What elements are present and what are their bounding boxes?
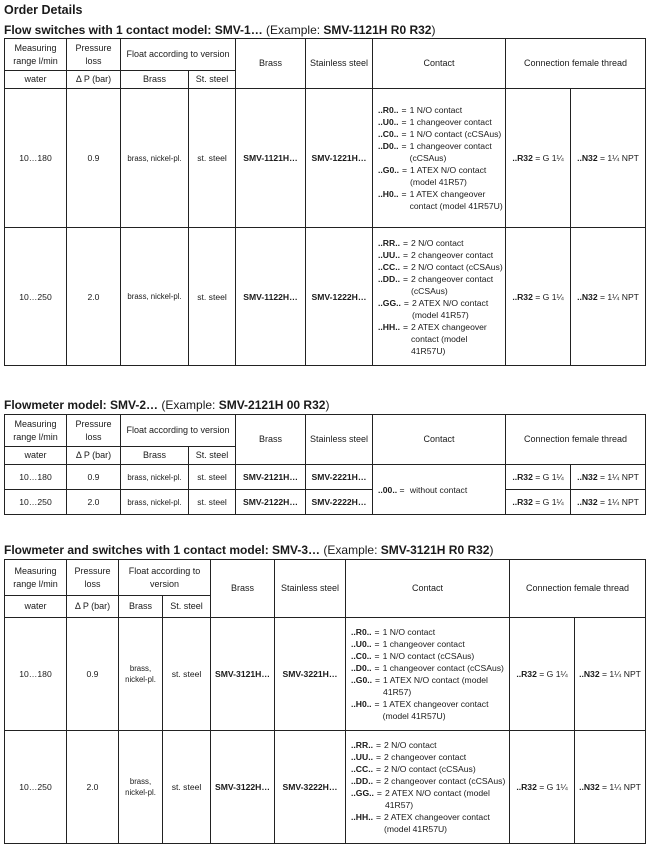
contact-eq: = xyxy=(374,627,380,637)
contact-code: ..U0.. xyxy=(351,639,372,649)
table-title-example-suffix: ) xyxy=(489,543,494,557)
float-steel-cell: st. steel xyxy=(189,228,236,366)
page-title: Order Details xyxy=(4,3,83,17)
contact-desc: 1 ATEX changeover contact (model 41R57U) xyxy=(382,699,489,721)
conn-n-value: = 1¼ NPT xyxy=(597,472,639,482)
header-float-steel: St. steel xyxy=(163,596,211,618)
contact-eq: = xyxy=(402,237,408,248)
contact-option xyxy=(378,140,503,164)
contact-desc: 2 ATEX changeover contact (model 41R57U) xyxy=(411,321,487,356)
conn-r-code: ..R32 xyxy=(512,472,533,482)
contact-option xyxy=(378,249,503,261)
contact-eq: = xyxy=(401,129,407,139)
table-title-example-code: SMV-2121H 00 R32 xyxy=(218,398,326,412)
brass-model-cell: SMV-1121H… xyxy=(236,89,306,228)
contact-option xyxy=(351,751,507,763)
contact-eq: = xyxy=(374,651,380,661)
range-cell: 10…250 xyxy=(5,731,67,844)
contact-desc: 1 N/O contact xyxy=(409,105,463,115)
stainless-model-cell: SMV-1222H… xyxy=(306,228,373,366)
conn-r-value: = G 1¼ xyxy=(536,669,568,679)
header-pressure-sub: Δ P (bar) xyxy=(67,71,121,89)
header-connection: Connection female thread xyxy=(506,415,646,465)
contact-desc: 2 changeover contact xyxy=(384,752,467,762)
contact-option xyxy=(378,104,503,116)
header-pressure: Pressure loss xyxy=(67,415,121,447)
contact-desc: 2 changeover contact xyxy=(411,249,494,260)
loss-cell: 0.9 xyxy=(67,465,121,490)
contact-desc: 1 N/O contact (cCSAus) xyxy=(382,651,475,661)
contact-option xyxy=(351,698,507,722)
table-row xyxy=(5,490,646,515)
conn-n-value: = 1¼ NPT xyxy=(597,291,639,302)
contact-option xyxy=(378,188,503,212)
contact-desc: 2 ATEX N/O contact (model 41R57) xyxy=(384,788,490,810)
stainless-model-cell: SMV-3222H… xyxy=(275,731,346,844)
contact-code: ..G0.. xyxy=(378,165,400,175)
header-brass: Brass xyxy=(236,415,306,465)
conn-r-code: ..R32 xyxy=(516,782,537,792)
header-pressure: Pressure loss xyxy=(67,560,119,596)
contact-code: ..C0.. xyxy=(378,129,399,139)
contact-eq: = xyxy=(375,812,381,822)
table-title-example-code: SMV-1121H R0 R32 xyxy=(323,23,432,37)
header-float: Float according to version xyxy=(119,560,211,596)
contact-option xyxy=(351,638,507,650)
contact-option xyxy=(378,164,503,188)
stainless-model-cell: SMV-2221H… xyxy=(306,465,373,490)
contact-cell xyxy=(346,731,510,844)
stainless-model-cell: SMV-1221H… xyxy=(306,89,373,228)
brass-model-cell: SMV-2122H… xyxy=(236,490,306,515)
contact-code: ..GG.. xyxy=(351,788,374,798)
contact-option xyxy=(351,650,507,662)
contact-code: ..R0.. xyxy=(351,627,372,637)
contact-option xyxy=(351,674,507,698)
contact-code: ..H0.. xyxy=(351,699,372,709)
contact-list xyxy=(375,237,503,357)
contact-desc: 2 ATEX N/O contact (model 41R57) xyxy=(411,297,489,320)
float-steel-cell: st. steel xyxy=(189,465,236,490)
conn-n-code: ..N32 xyxy=(577,472,598,482)
contact-code: ..H0.. xyxy=(378,189,399,199)
contact-code: ..UU.. xyxy=(351,752,373,762)
contact-eq: = xyxy=(401,117,407,127)
conn-n-cell xyxy=(571,228,646,366)
contact-code: ..RR.. xyxy=(351,740,373,750)
header-connection: Connection female thread xyxy=(506,39,646,89)
range-cell: 10…250 xyxy=(5,228,67,366)
conn-r-code: ..R32 xyxy=(512,497,533,507)
contact-desc: 2 N/O contact (cCSAus) xyxy=(411,261,503,272)
contact-option xyxy=(351,662,507,674)
contact-option xyxy=(378,261,503,273)
float-steel-cell: st. steel xyxy=(163,618,211,731)
conn-r-value: = G 1¼ xyxy=(532,291,564,302)
contact-eq: = xyxy=(401,105,407,115)
header-float: Float according to version xyxy=(121,39,236,71)
contact-desc: 1 changeover contact xyxy=(382,639,465,649)
contact-desc: 2 changeover contact (cCSAus) xyxy=(411,273,494,296)
contact-desc: without contact xyxy=(409,484,468,495)
header-pressure: Pressure loss xyxy=(67,39,121,71)
header-float-steel: St. steel xyxy=(189,71,236,89)
contact-eq: = xyxy=(402,261,408,272)
conn-r-cell xyxy=(510,618,575,731)
table-title-example-code: SMV-3121H R0 R32 xyxy=(380,543,490,557)
table-title-smv3 xyxy=(4,543,493,557)
header-stainless: Stainless steel xyxy=(306,415,373,465)
contact-option xyxy=(351,775,507,787)
range-cell: 10…250 xyxy=(5,490,67,515)
contact-code: ..HH.. xyxy=(378,321,400,332)
contact-code: ..CC.. xyxy=(351,764,373,774)
contact-list xyxy=(348,739,507,835)
conn-r-code: ..R32 xyxy=(512,153,533,163)
conn-r-cell xyxy=(506,490,571,515)
header-pressure-sub: Δ P (bar) xyxy=(67,447,121,465)
contact-eq: = xyxy=(402,249,408,260)
conn-n-value: = 1¼ NPT xyxy=(597,497,639,507)
contact-code: ..00.. xyxy=(378,484,398,495)
table-row xyxy=(5,731,646,844)
contact-code: ..D0.. xyxy=(351,663,372,673)
brass-model-cell: SMV-3122H… xyxy=(211,731,275,844)
contact-eq: = xyxy=(376,788,382,798)
contact-code: ..UU.. xyxy=(378,249,400,260)
conn-n-code: ..N32 xyxy=(577,291,598,302)
conn-n-value: = 1¼ NPT xyxy=(599,669,641,679)
float-brass-cell: brass, nickel-pl. xyxy=(121,490,189,515)
float-brass-cell: brass, nickel-pl. xyxy=(119,618,163,731)
range-cell: 10…180 xyxy=(5,618,67,731)
contact-eq: = xyxy=(399,484,405,495)
contact-option xyxy=(351,811,507,835)
conn-n-code: ..N32 xyxy=(577,497,598,507)
header-float-brass: Brass xyxy=(121,71,189,89)
conn-n-code: ..N32 xyxy=(579,782,600,792)
header-float-steel: St. steel xyxy=(189,447,236,465)
loss-cell: 2.0 xyxy=(67,490,121,515)
contact-desc: 1 N/O contact xyxy=(382,627,436,637)
header-float-brass: Brass xyxy=(119,596,163,618)
order-table-smv2 xyxy=(4,414,646,515)
header-float: Float according to version xyxy=(121,415,236,447)
header-measuring-sub: water xyxy=(5,596,67,618)
contact-cell xyxy=(373,89,506,228)
contact-eq: = xyxy=(402,321,408,332)
loss-cell: 2.0 xyxy=(67,731,119,844)
loss-cell: 0.9 xyxy=(67,618,119,731)
header-measuring: Measuring range l/min xyxy=(5,39,67,71)
table-title-example-suffix: ) xyxy=(325,398,330,412)
range-cell: 10…180 xyxy=(5,89,67,228)
conn-r-cell xyxy=(506,465,571,490)
float-brass-cell: brass, nickel-pl. xyxy=(121,89,189,228)
contact-eq: = xyxy=(401,189,407,199)
contact-eq: = xyxy=(375,752,381,762)
contact-desc: 1 ATEX changeover contact (model 41R57U) xyxy=(409,189,503,211)
table-row xyxy=(5,228,646,366)
contact-code: ..U0.. xyxy=(378,117,399,127)
contact-desc: 1 changeover contact xyxy=(409,117,492,127)
header-connection: Connection female thread xyxy=(510,560,646,618)
brass-model-cell: SMV-2121H… xyxy=(236,465,306,490)
contact-cell xyxy=(373,228,506,366)
header-measuring: Measuring range l/min xyxy=(5,415,67,447)
header-measuring-sub: water xyxy=(5,71,67,89)
range-cell: 10…180 xyxy=(5,465,67,490)
header-pressure-sub: Δ P (bar) xyxy=(67,596,119,618)
contact-desc: 2 N/O contact xyxy=(384,740,437,750)
table-title-bold: Flowmeter model: SMV-2… xyxy=(4,398,159,412)
contact-cell xyxy=(346,618,510,731)
contact-eq: = xyxy=(374,663,380,673)
header-stainless: Stainless steel xyxy=(275,560,346,618)
conn-r-cell xyxy=(506,89,571,228)
table-row xyxy=(5,618,646,731)
contact-code: ..CC.. xyxy=(378,261,400,272)
conn-r-value: = G 1¼ xyxy=(532,472,564,482)
contact-option xyxy=(351,787,507,811)
conn-r-value: = G 1¼ xyxy=(536,782,568,792)
contact-code: ..D0.. xyxy=(378,141,399,151)
loss-cell: 2.0 xyxy=(67,228,121,366)
conn-n-cell xyxy=(575,731,646,844)
contact-eq: = xyxy=(375,675,381,685)
contact-list xyxy=(348,626,507,722)
float-steel-cell: st. steel xyxy=(163,731,211,844)
conn-n-value: = 1¼ NPT xyxy=(599,782,641,792)
contact-code: ..GG.. xyxy=(378,297,401,308)
table-title-example-suffix: ) xyxy=(431,23,436,37)
conn-r-code: ..R32 xyxy=(516,669,537,679)
conn-n-value: = 1¼ NPT xyxy=(597,153,639,163)
contact-list xyxy=(375,104,503,212)
order-table-smv3 xyxy=(4,559,646,844)
header-measuring-sub: water xyxy=(5,447,67,465)
contact-desc: 1 N/O contact (cCSAus) xyxy=(409,129,502,139)
conn-r-cell xyxy=(510,731,575,844)
contact-code: ..RR.. xyxy=(378,237,400,248)
stainless-model-cell: SMV-3221H… xyxy=(275,618,346,731)
contact-desc: 2 N/O contact xyxy=(411,237,464,248)
table-title-bold: Flow switches with 1 contact model: SMV-1… xyxy=(4,23,263,37)
contact-option xyxy=(378,273,503,297)
table-title-example-prefix: (Example: xyxy=(320,543,381,557)
contact-option xyxy=(378,321,503,357)
header-float-brass: Brass xyxy=(121,447,189,465)
conn-n-code: ..N32 xyxy=(577,153,598,163)
header-measuring: Measuring range l/min xyxy=(5,560,67,596)
header-brass: Brass xyxy=(211,560,275,618)
table-row xyxy=(5,89,646,228)
table-title-smv1 xyxy=(4,23,435,37)
contact-desc: 2 ATEX changeover contact (model 41R57U) xyxy=(384,812,490,834)
float-brass-cell: brass, nickel-pl. xyxy=(119,731,163,844)
brass-model-cell: SMV-3121H… xyxy=(211,618,275,731)
contact-eq: = xyxy=(374,639,380,649)
contact-eq: = xyxy=(374,699,380,709)
contact-option xyxy=(351,763,507,775)
header-contact: Contact xyxy=(373,415,506,465)
contact-eq: = xyxy=(402,273,408,284)
contact-eq: = xyxy=(375,740,381,750)
float-steel-cell: st. steel xyxy=(189,490,236,515)
conn-r-cell xyxy=(506,228,571,366)
loss-cell: 0.9 xyxy=(67,89,121,228)
order-table-smv1 xyxy=(4,38,646,366)
contact-option xyxy=(351,739,507,751)
contact-option xyxy=(351,626,507,638)
contact-option xyxy=(378,237,503,249)
float-brass-cell: brass, nickel-pl. xyxy=(121,228,189,366)
contact-code: ..HH.. xyxy=(351,812,373,822)
contact-desc: 1 ATEX N/O contact (model 41R57) xyxy=(410,165,487,187)
stainless-model-cell: SMV-2222H… xyxy=(306,490,373,515)
table-title-example-prefix: (Example: xyxy=(158,398,219,412)
contact-eq: = xyxy=(403,297,409,308)
contact-eq: = xyxy=(402,165,408,175)
contact-desc: 2 changeover contact (cCSAus) xyxy=(384,776,506,786)
contact-code: ..R0.. xyxy=(378,105,399,115)
contact-option xyxy=(378,116,503,128)
float-steel-cell: st. steel xyxy=(189,89,236,228)
table-title-bold: Flowmeter and switches with 1 contact model: SMV-3… xyxy=(4,543,321,557)
contact-code: ..C0.. xyxy=(351,651,372,661)
header-stainless: Stainless steel xyxy=(306,39,373,89)
table-row xyxy=(5,465,646,490)
contact-option xyxy=(378,297,503,321)
brass-model-cell: SMV-1122H… xyxy=(236,228,306,366)
contact-eq: = xyxy=(375,764,381,774)
contact-cell xyxy=(373,465,506,515)
conn-n-code: ..N32 xyxy=(579,669,600,679)
header-contact: Contact xyxy=(373,39,506,89)
header-brass: Brass xyxy=(236,39,306,89)
table-title-example-prefix: (Example: xyxy=(262,23,324,37)
contact-desc: 1 ATEX N/O contact (model 41R57) xyxy=(383,675,488,697)
table-title-smv2 xyxy=(4,398,329,412)
conn-n-cell xyxy=(571,490,646,515)
conn-n-cell xyxy=(571,89,646,228)
conn-r-value: = G 1¼ xyxy=(532,497,564,507)
conn-r-value: = G 1¼ xyxy=(532,153,564,163)
conn-r-code: ..R32 xyxy=(512,291,533,302)
contact-eq: = xyxy=(401,141,407,151)
conn-n-cell xyxy=(571,465,646,490)
contact-code: ..DD.. xyxy=(351,776,373,786)
float-brass-cell: brass, nickel-pl. xyxy=(121,465,189,490)
conn-n-cell xyxy=(575,618,646,731)
contact-code: ..DD.. xyxy=(378,273,400,284)
contact-desc: 1 changeover contact (cCSAus) xyxy=(382,663,504,673)
contact-desc: 2 N/O contact (cCSAus) xyxy=(384,764,476,774)
contact-eq: = xyxy=(375,776,381,786)
contact-code: ..G0.. xyxy=(351,675,373,685)
contact-desc: 1 changeover contact (cCSAus) xyxy=(409,141,492,163)
header-contact: Contact xyxy=(346,560,510,618)
contact-option xyxy=(378,128,503,140)
